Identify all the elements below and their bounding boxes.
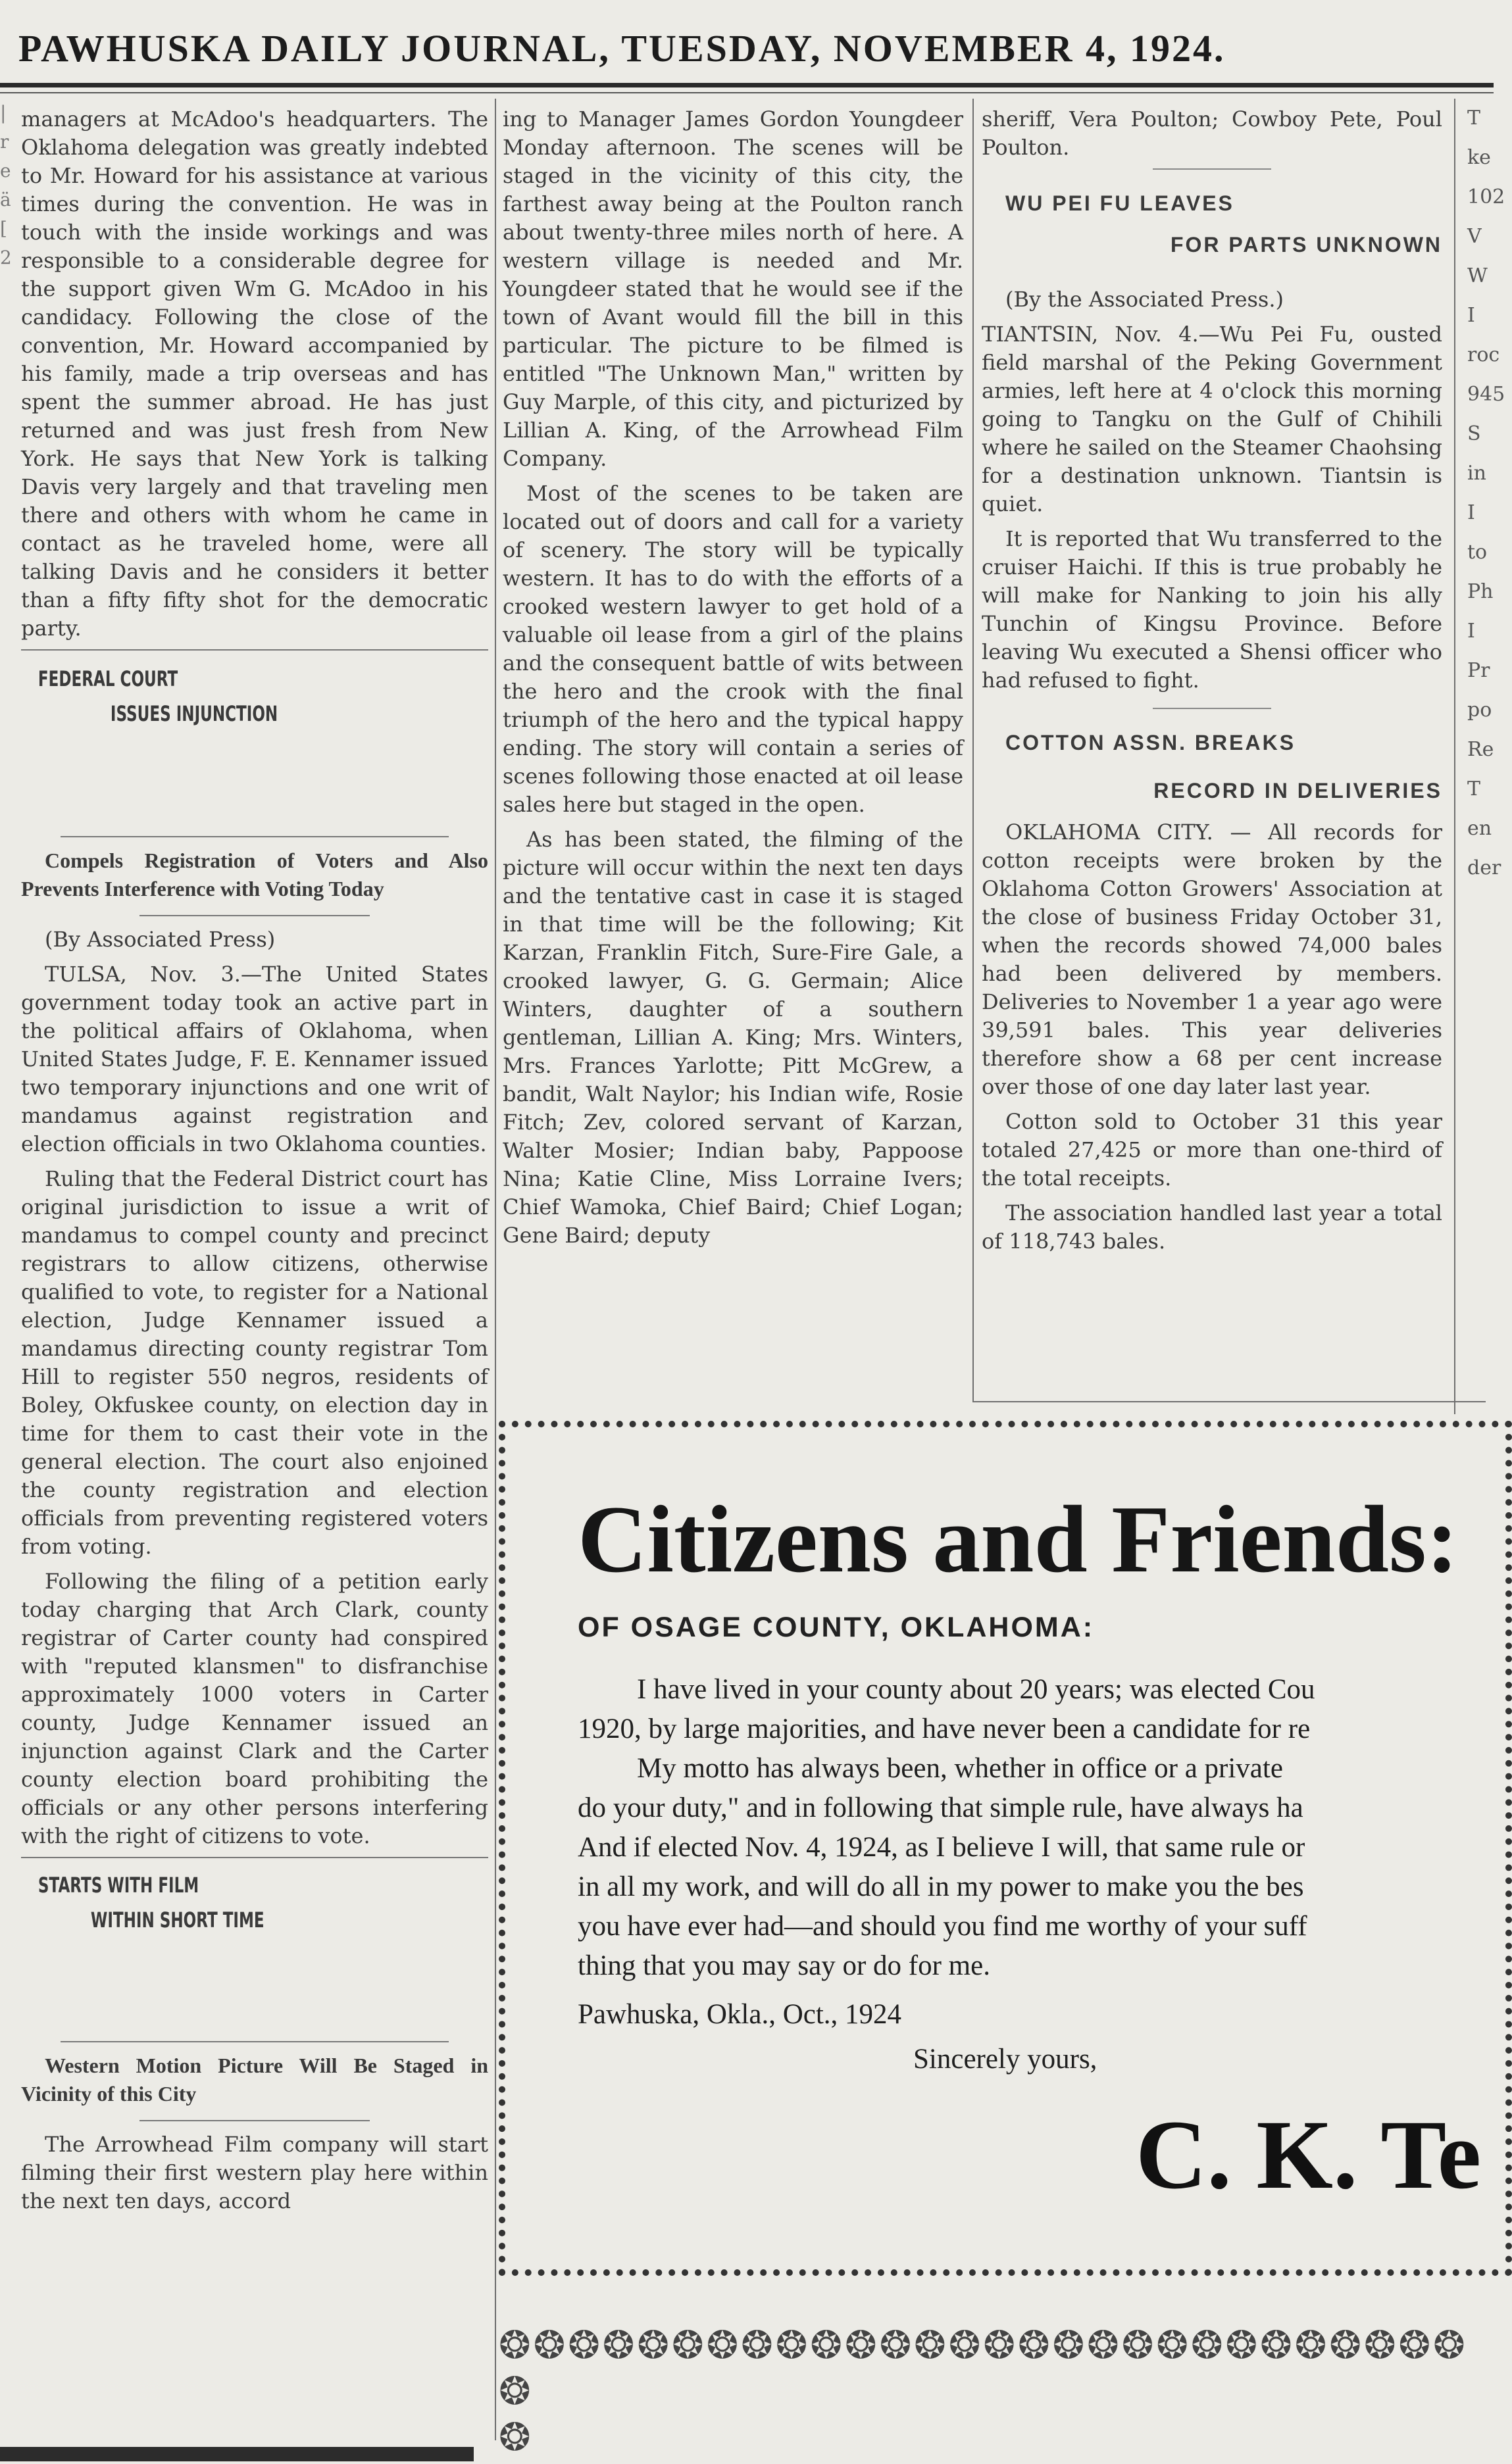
headline-line-1: FEDERAL COURT — [38, 666, 178, 691]
headline-federal-court — [21, 665, 488, 823]
divider — [139, 2120, 370, 2121]
headline-line-2: WITHIN SHORT TIME — [90, 1908, 265, 1933]
kicker-wu-pei-fu-line-1: WU PEI FU LEAVES — [1005, 191, 1234, 215]
column-rule — [972, 99, 974, 1401]
strip-fragment: T — [1467, 777, 1481, 801]
strip-fragment: 102 — [1467, 185, 1505, 209]
subhead-film: Western Motion Picture Will Be Staged in Vicinity of this City — [21, 2054, 488, 2106]
col3-paragraph-4: OKLAHOMA CITY. — All records for cotton receipts were broken by the Oklahoma Cotton Growers' Association at the close of business Friday October 31, when the records showed 74,000 bales had been delivered by members. Deliveries to November 1 a year ago were 39,591 bales. This year deliveries therefore show a 68 per cent increase over those of one day later last year. — [982, 820, 1442, 1099]
masthead: PAWHUSKA DAILY JOURNAL, TUESDAY, NOVEMBER 4, 1924. — [18, 27, 1226, 70]
headline-line-1: STARTS WITH FILM — [38, 1873, 199, 1898]
strip-fragment: en — [1467, 817, 1492, 840]
masthead-rule — [0, 83, 1494, 87]
strip-fragment: Re — [1467, 738, 1494, 761]
col1-paragraph-2: TULSA, Nov. 3.—The United States government today took an active part in the political affairs of Oklahoma, when United States Judge, F. E. Kennamer issued two temporary injunctions and one writ of mandamus against registration and election officials in two Oklahoma counties. — [21, 962, 488, 1156]
right-edge-strip — [1467, 99, 1505, 1414]
divider — [1153, 168, 1271, 170]
byline: (By the Associated Press.) — [1005, 287, 1284, 312]
headline-starts-with-film — [21, 1871, 488, 2029]
ad-signature: C. K. Te — [1136, 2100, 1482, 2209]
column-3 — [982, 105, 1442, 1394]
col2-paragraph-3: As has been stated, the filming of the picture will occur within the next ten days and the tentative cast in case it is staged in that time will be the following; Kit Karzan, Franklin Fitch, Sure-Fire Gale, a crooked lawyer, G. G. Germain; Alice Winters, daughter of a southern gentleman, Lillian A. King; Mrs. Winters, Mrs. Frances Yarlotte; Pitt McGrew, a bandit, Walt Naylor; his Indian wife, Rosie Fitch; Zev, colored servant of Karzan, Walter Mosier; Indian baby, Pappoose Nina; Katie Cline, Miss Lorraine Ivers; Chief Wamoka, Chief Baird; Chief Logan; Gene Baird; deputy — [503, 827, 963, 1248]
strip-fragment: ke — [1467, 146, 1491, 169]
ornamental-border — [499, 2322, 1512, 2464]
col1-paragraph-3: Ruling that the Federal District court has original jurisdiction to issue a writ of mandamus to compel county and precinct registrars to allow citizens, otherwise qualified to vote, to register for a National election, Judge Kennamer issued a mandamus directing county registrar Tom Hill to register 550 negros, residents of Boley, Okfuskee county, on election day in time for them to cast their vote in the general election. The court also enjoined the county registration and election officials from preventing registered voters from voting. — [21, 1166, 488, 1559]
strip-fragment: W — [1467, 264, 1488, 287]
col3-paragraph-5: Cotton sold to October 31 this year totaled 27,425 or more than one-third of the total receipts. — [982, 1109, 1442, 1191]
bottom-rule — [0, 2447, 474, 2461]
divider — [1153, 708, 1271, 709]
masthead-rule-thin — [0, 92, 1494, 93]
strip-fragment: 945 — [1467, 383, 1505, 406]
headline-line-2: ISSUES INJUNCTION — [110, 701, 278, 726]
strip-fragment: I — [1467, 501, 1475, 524]
ad-line: thing that you may say or do for me. — [578, 1950, 990, 1981]
kicker-cotton-line-1: COTTON ASSN. BREAKS — [1005, 731, 1296, 754]
col2-paragraph-1: ing to Manager James Gordon Youngdeer Monday afternoon. The scenes will be staged in the vicinity of this city, the farthest away being at the Poulton ranch about twenty-three miles north of here. A western village is needed and Mr. Youngdeer stated that he would see if the town of Avant would fill the bill in this particular. The picture to be filmed is entitled "The Unknown Man," written by Guy Marple, of this city, and picturized by Lillian A. King, of the Arrowhead Film Company. — [503, 107, 963, 471]
ad-line: do your duty," and in following that simple rule, have always ha — [578, 1792, 1303, 1823]
strip-fragment: S — [1467, 422, 1481, 445]
ad-line: you have ever had—and should you find me worthy of your suff — [578, 1911, 1307, 1942]
strip-fragment: in — [1467, 462, 1486, 485]
ad-body — [578, 1670, 1499, 2079]
column-1 — [21, 105, 488, 2434]
column-2 — [503, 105, 963, 1394]
strip-fragment: der — [1467, 856, 1501, 879]
subhead-federal-court: Compels Registration of Voters and Also Prevents Interference with Voting Today — [21, 849, 488, 900]
strip-fragment: Ph — [1467, 580, 1494, 603]
ad-place-date: Pawhuska, Okla., Oct., 1924 — [578, 1999, 902, 2030]
col3-paragraph-1: sheriff, Vera Poulton; Cowboy Pete, Poul Poulton. — [982, 107, 1442, 160]
divider — [21, 649, 488, 651]
ad-closing: Sincerely yours, — [913, 2044, 1097, 2075]
strip-fragment: V — [1467, 225, 1482, 248]
kicker-cotton-line-2: RECORD IN DELIVERIES — [1153, 779, 1442, 802]
col2-paragraph-2: Most of the scenes to be taken are located out of doors and call for a variety of scenery. The story will be typically western. It has to do with the efforts of a crooked western lawyer to get hold of a valuable oil lease from a girl of the plains and the consequent battle of wits between the hero and the crook with the final triumph of the hero and the typical happy ending. The story will contain a series of scenes following those enacted at oil lease sales here but staged in the open. — [503, 481, 963, 817]
ad-line: in all my work, and will do all in my power to make you the bes — [578, 1871, 1304, 1902]
ad-line: 1920, by large majorities, and have never been a candidate for re — [578, 1713, 1311, 1744]
column-rule — [1454, 99, 1455, 1414]
strip-fragment: T — [1467, 107, 1481, 130]
divider — [139, 915, 370, 916]
col1-paragraph-1: managers at McAdoo's headquarters. The Oklahoma delegation was greatly indebted to Mr. Howard for his assistance at various times during the convention. He was in touch with the inside workings and was responsible to a considerable degree for the support given Wm G. McAdoo in his candidacy. Following the close of the convention, Mr. Howard accompanied by his family, made a trip overseas and has spent the summer abroad. He has just returned and was just fresh from New York. He says that New York is talking Davis very largely and that traveling men there and others with whom he came in contact as he traveled home, were all talking Davis and he considers it better than a fifty fifty shot for the democratic party. — [21, 107, 488, 641]
col1-paragraph-4: Following the filing of a petition early today charging that Arch Clark, county registrar of Carter county had conspired with "reputed klansmen" to disfranchise approximately 1000 voters in Carter county, Judge Kennamer issued an injunction against Clark and the Carter county election board prohibiting the officials or any other persons interfering with the right of citizens to vote. — [21, 1569, 488, 1848]
column-rule — [495, 99, 496, 2440]
strip-fragment: Pr — [1467, 659, 1490, 682]
byline: (By Associated Press) — [45, 927, 276, 952]
left-edge-strip: | r e ä [ 2 — [0, 102, 12, 268]
col3-paragraph-6: The association handled last year a total of 118,743 bales. — [982, 1200, 1442, 1254]
strip-fragment: I — [1467, 304, 1475, 327]
ad-line: And if elected Nov. 4, 1924, as I believe I will, that same rule or — [578, 1832, 1305, 1863]
campaign-ad — [578, 1487, 1499, 2079]
col3-paragraph-3: It is reported that Wu transferred to the cruiser Haichi. If this is true probably he will make for Nanking to join his ally Tunchin of Kingsu Province. Before leaving Wu executed a Shensi officer who had refused to fight. — [982, 526, 1442, 693]
ornament-row: ❂❂❂❂❂❂❂❂❂❂❂❂❂❂❂❂❂❂❂❂❂❂❂❂❂❂❂❂ — [499, 2323, 1468, 2367]
strip-fragment: I — [1467, 620, 1475, 643]
kicker-wu-pei-fu-line-2: FOR PARTS UNKNOWN — [1170, 233, 1442, 257]
divider — [61, 836, 449, 837]
ad-line: My motto has always been, whether in office or a private — [637, 1753, 1283, 1784]
strip-fragment: po — [1467, 699, 1492, 722]
divider — [61, 2041, 449, 2042]
ad-line: I have lived in your county about 20 years; was elected Cou — [637, 1674, 1315, 1705]
ad-subtitle: OF OSAGE COUNTY, OKLAHOMA: — [578, 1612, 1095, 1643]
divider — [21, 1857, 488, 1858]
col3-paragraph-2: TIANTSIN, Nov. 4.—Wu Pei Fu, ousted field marshal of the Peking Government armies, left here at 4 o'clock this morning going to Tangku on the Gulf of Chihili where he sailed on the Steamer Chaohsing for a destination unknown. Tiantsin is quiet. — [982, 322, 1442, 516]
col1-paragraph-5: The Arrowhead Film company will start filming their first western play here within the next ten days, accord — [21, 2132, 488, 2213]
ornament-column: ❂ ❂ — [499, 2369, 534, 2459]
ad-title: Citizens and Friends: — [578, 1486, 1459, 1592]
strip-fragment: roc — [1467, 343, 1500, 366]
strip-fragment: to — [1467, 541, 1488, 564]
section-rule — [972, 1401, 1486, 1402]
